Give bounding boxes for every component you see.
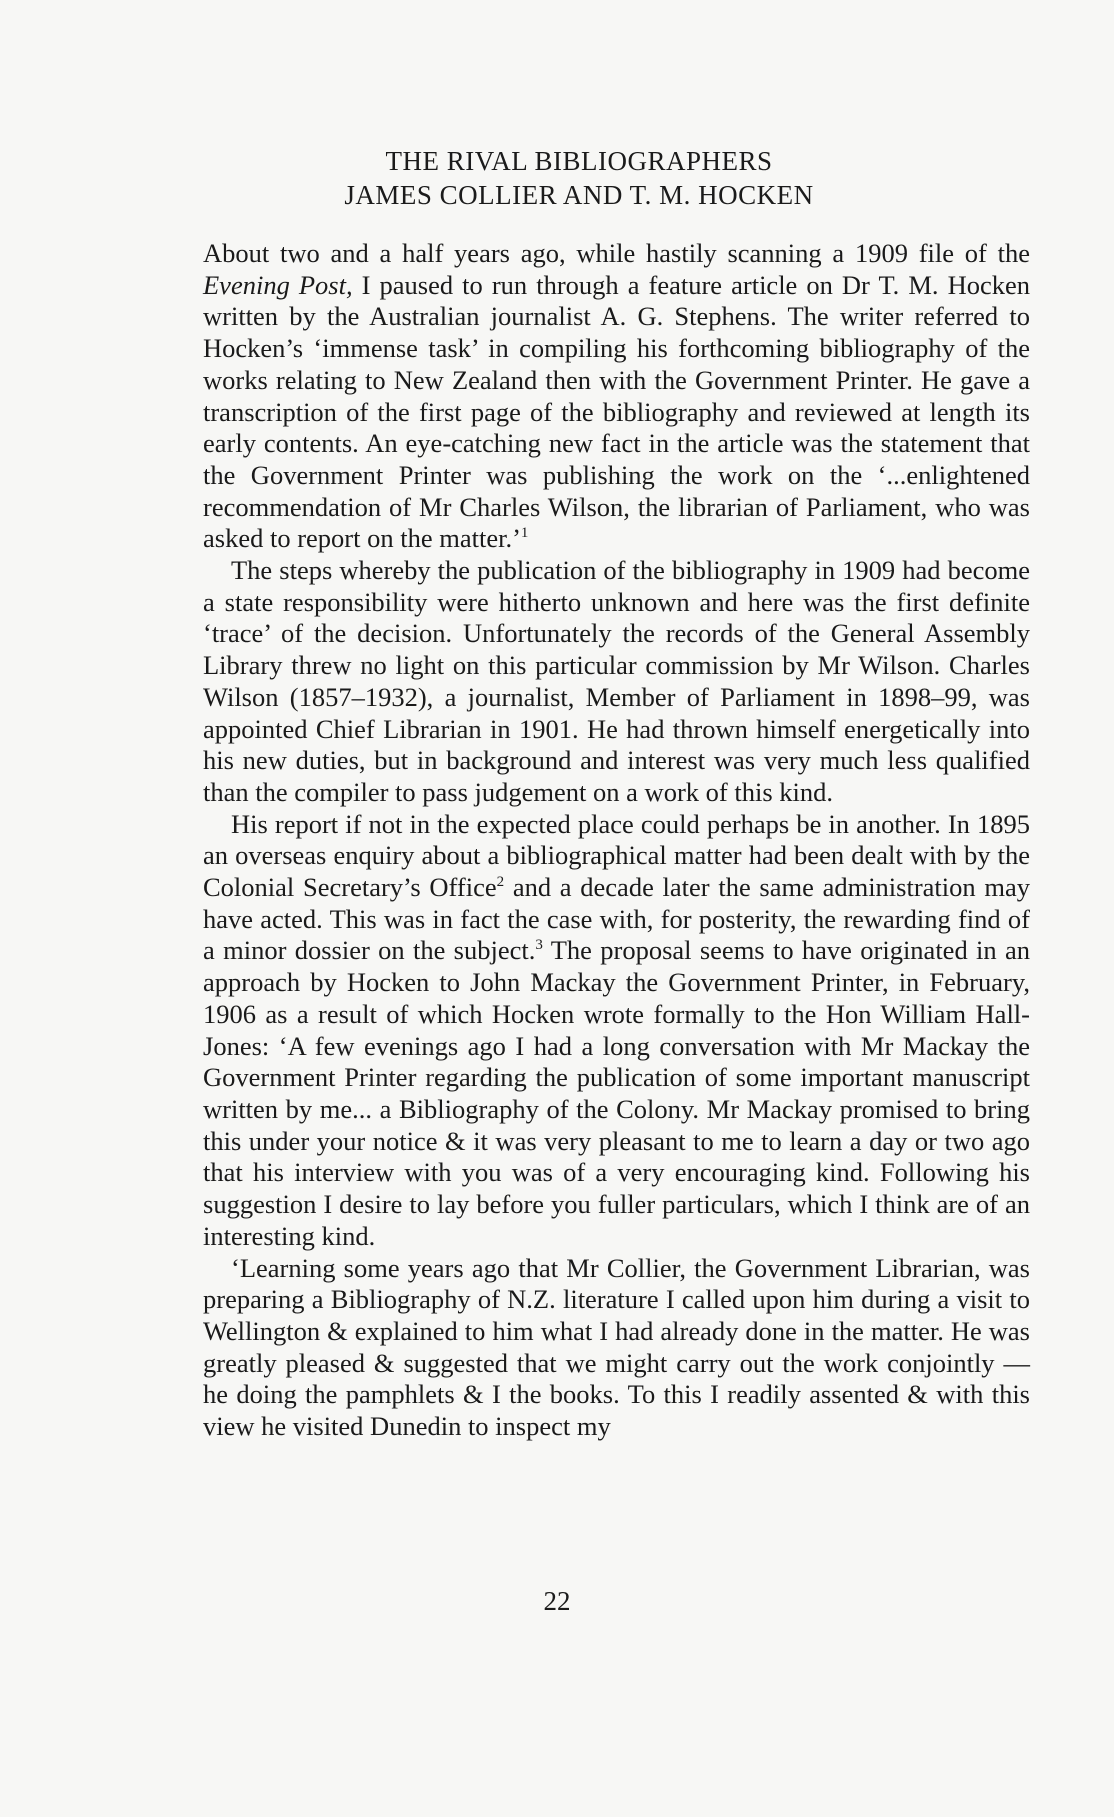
newspaper-title: Evening Post, <box>203 269 353 300</box>
footnote-ref-1: 1 <box>520 525 529 542</box>
paragraph-3: His report if not in the expected place could perhaps be in another. In 1895 an overseas enquiry about a bibliographical matter had been dealt with by the Colonial Secretary’s Office$^2$ and a decade later the same administration may have acted. This was in fact the case with, for posterity, the rewarding find of a minor dossier on the subject.$^3$ The proposal seems to have originated in an approach by Hocken to John Mackay the Government Printer, in February, 1906 as a result of which Hocken wrote formally to the Hon William Hall-Jones: ‘A few evenings ago I had a long conversation with Mr Mackay the Government Printer regarding the publication of some important manuscript written by me... a Bibliography of the Colony. Mr Mackay promised to bring this under your notice & it was very pleasant to me to learn a day or two ago that his interview with you was of a very encouraging kind. Following his suggestion I desire to lay before you fuller particulars, which I think are of an interesting kind. <box>203 808 1030 1251</box>
paragraph-1: About two and a half years ago, while hastily scanning a 1909 file of the Evening Post, I paused to run through a feature article on Dr T. M. Hocken written by the Australian journalist A. G. Stephens. The writer referred to Hocken’s ‘immense task’ in compiling his forthcoming bibliography of the works relating to New Zealand then with the Government Printer. He gave a transcription of the first page of the bibliography and reviewed at length its early contents. An eye-catching new fact in the article was the statement that the Government Printer was publishing the work on the ‘...enlightened recommendation of Mr Charles Wilson, the librarian of Parliament, who was asked to report on the matter.’$^1$ <box>203 238 1030 554</box>
footnote-ref-2: 2 <box>496 874 505 891</box>
chapter-subtitle: JAMES COLLIER AND T. M. HOCKEN <box>344 180 814 210</box>
page-number: 22 <box>543 1586 571 1616</box>
paragraph-2: The steps whereby the publication of the bibliography in 1909 had become a state responsibility were hitherto unknown and here was the first definite ‘trace’ of the decision. Unfortunately the records of the General Assembly Library threw no light on this particular commission by Mr Wilson. Charles Wilson (1857–1932), a journalist, Member of Parliament in 1898–99, was appointed Chief Librarian in 1901. He had thrown himself energetically into his new duties, but in background and interest was very much less qualified than the compiler to pass judgement on a work of this kind. <box>203 555 1030 807</box>
paragraph-4: ‘Learning some years ago that Mr Collier, the Government Librarian, was preparing a Bibliography of N.Z. literature I called upon him during a visit to Wellington & explained to him what I had already done in the matter. He was greatly pleased & suggested that we might carry out the work conjointly — he doing the pamphlets & I the books. To this I readily assented & with this view he visited Dunedin to inspect my <box>203 1252 1030 1442</box>
body-text <box>203 238 1030 1443</box>
footnote-ref-3: 3 <box>535 937 543 954</box>
chapter-title: THE RIVAL BIBLIOGRAPHERS <box>385 146 773 176</box>
